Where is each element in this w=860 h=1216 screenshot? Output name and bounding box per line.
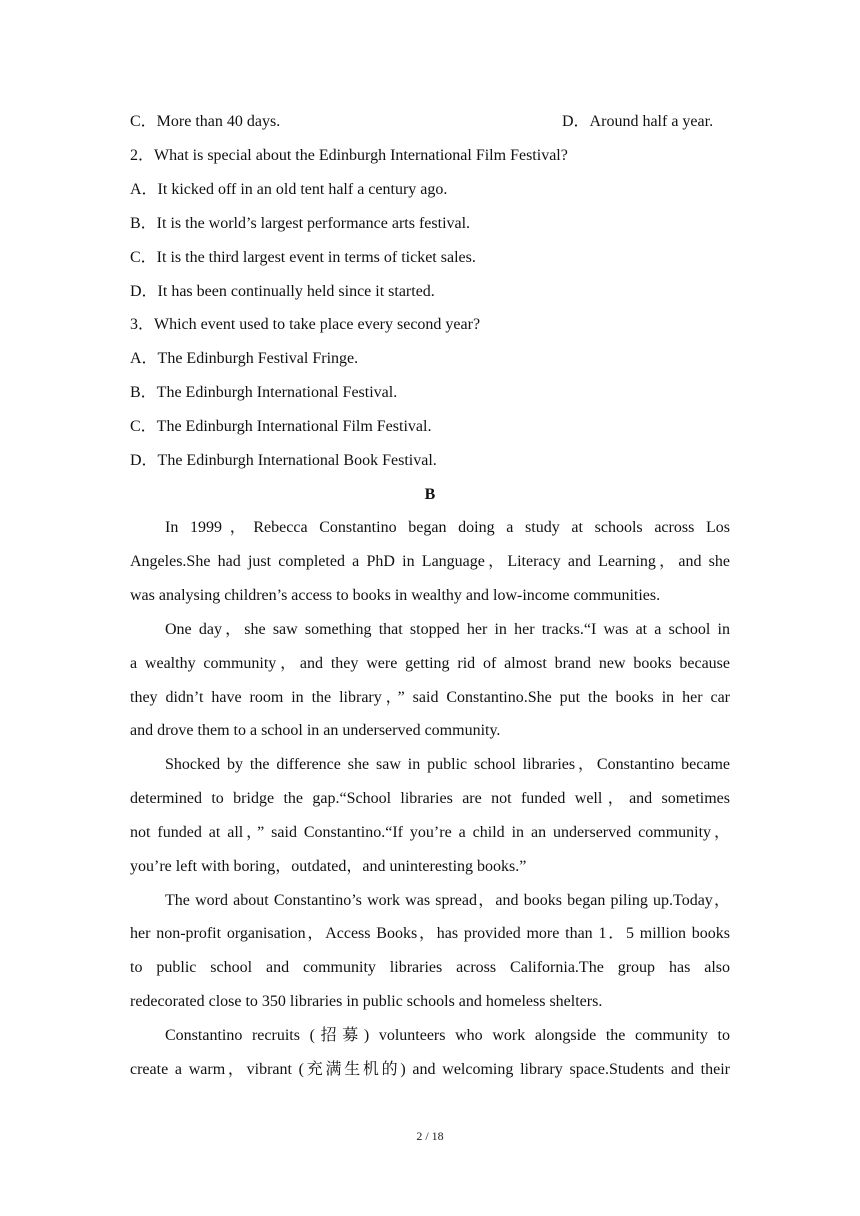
question-2-stem: 2．What is special about the Edinburgh International Film Festival? [130,147,568,164]
passage-line: Shocked by the difference she saw in public school libraries，Constantino became [165,756,730,773]
question-3-option-d: D．The Edinburgh International Book Festival. [130,452,437,469]
question-2-option-d: D．It has been continually held since it started. [130,283,435,300]
question-1-option-c: C．More than 40 days. [130,113,281,130]
question-3-option-c: C．The Edinburgh International Film Festival. [130,418,432,435]
passage-line: was analysing children’s access to books in wealthy and low-income communities. [130,587,661,604]
passage-line: The word about Constantino’s work was spread，and books began piling up.Today， [165,892,730,909]
question-2-option-b: B．It is the world’s largest performance arts festival. [130,215,471,232]
passage-line: and drove them to a school in an underserved community. [130,722,501,739]
passage-line: a wealthy community，and they were getting rid of almost brand new books because [130,655,730,672]
page-number: 2 / 18 [416,1129,444,1143]
question-1-options-row [130,112,714,132]
passage-line: to public school and community libraries across California.The group has also [130,959,730,976]
passage-line: they didn’t have room in the library，” said Constantino.She put the books in her car [130,689,730,706]
passage-line: Angeles.She had just completed a PhD in Language，Literacy and Learning，and she [130,553,730,570]
passage-line: you’re left with boring，outdated，and uninteresting books.” [130,858,527,875]
passage-line: redecorated close to 350 libraries in public schools and homeless shelters. [130,993,603,1010]
question-3-option-b: B．The Edinburgh International Festival. [130,384,398,401]
section-heading: B [424,486,436,503]
passage-line: her non-profit organisation，Access Books，has provided more than 1．5 million books [130,925,730,942]
question-3-option-a: A．The Edinburgh Festival Fringe. [130,350,359,367]
question-3-stem: 3．Which event used to take place every second year? [130,316,481,333]
passage-line: not funded at all，” said Constantino.“If you’re a child in an underserved community， [130,824,730,841]
passage-line: create a warm，vibrant (充满生机的) and welcoming library space.Students and their [130,1061,730,1078]
passage-line: One day，she saw something that stopped her in her tracks.“I was at a school in [165,621,730,638]
question-1-option-d: D．Around half a year. [562,113,714,130]
passage-line: determined to bridge the gap.“School libraries are not funded well，and sometimes [130,790,730,807]
passage-line: Constantino recruits (招募) volunteers who work alongside the community to [165,1027,730,1044]
question-2-option-a: A．It kicked off in an old tent half a century ago. [130,181,448,198]
question-2-option-c: C．It is the third largest event in terms of ticket sales. [130,249,476,266]
passage-line: In 1999，Rebecca Constantino began doing a study at schools across Los [165,519,730,536]
